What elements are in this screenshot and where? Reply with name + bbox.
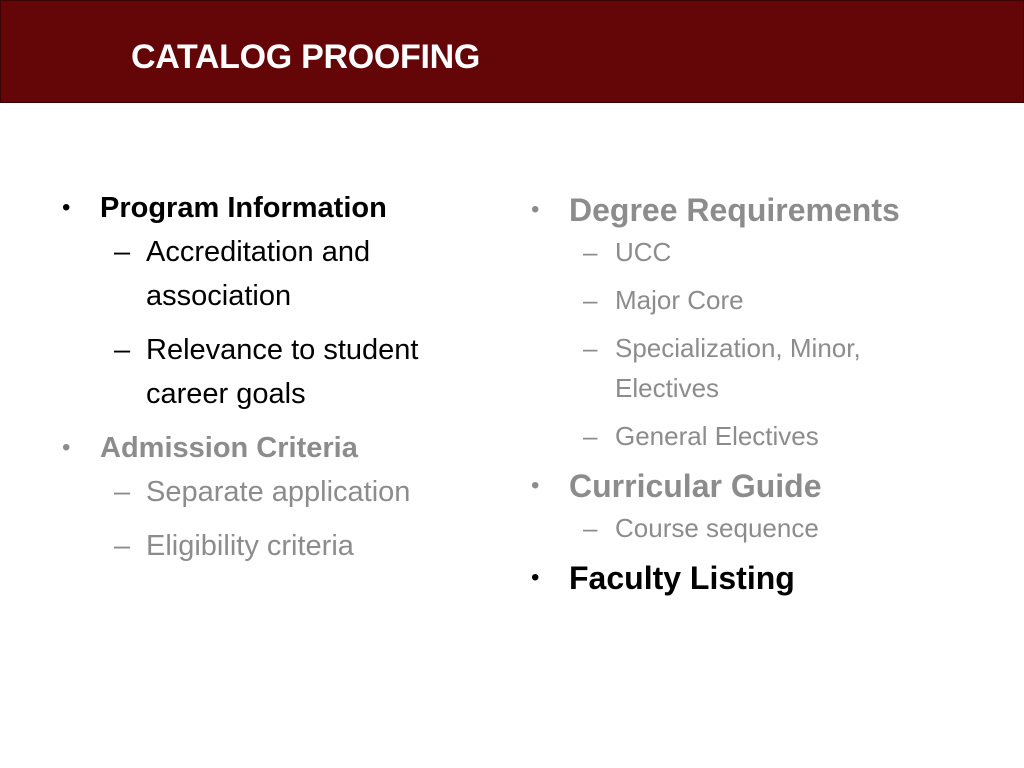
sub-item-label: Relevance to student career goals	[146, 334, 419, 410]
sub-item-ucc	[569, 232, 971, 272]
bullet-label: Program Information	[100, 192, 387, 224]
sub-item-label: Specialization, Minor, Electives	[615, 333, 861, 403]
bullet-degree-requirements	[531, 188, 971, 456]
sub-item-label: Eligibility criteria	[146, 530, 354, 562]
title-bar	[0, 0, 1024, 103]
sub-list	[569, 232, 971, 456]
sub-item-separate-application	[100, 470, 492, 514]
dash-icon: –	[583, 237, 598, 267]
sub-item-label: Course sequence	[615, 513, 819, 543]
left-column	[62, 186, 492, 578]
dash-icon: –	[114, 530, 131, 562]
sub-item-course-sequence	[569, 508, 971, 548]
dash-icon: –	[583, 285, 598, 315]
sub-item-label: Accreditation and association	[146, 236, 371, 312]
sub-list	[100, 230, 492, 416]
sub-item-eligibility	[100, 524, 492, 568]
dash-icon: –	[583, 513, 598, 543]
sub-item-label: Major Core	[615, 285, 744, 315]
bullet-faculty-listing	[531, 556, 971, 600]
bullet-icon: •	[531, 564, 540, 591]
sub-item-specialization	[569, 328, 971, 408]
bullet-label: Faculty Listing	[569, 560, 795, 596]
dash-icon: –	[114, 236, 131, 268]
right-column	[531, 188, 971, 606]
bullet-label: Curricular Guide	[569, 468, 822, 504]
bullet-icon: •	[531, 472, 540, 499]
sub-item-general-electives	[569, 416, 971, 456]
sub-item-accreditation	[100, 230, 492, 318]
bullet-icon: •	[62, 434, 71, 461]
bullet-admission-criteria	[62, 426, 492, 568]
bullet-label: Admission Criteria	[100, 432, 358, 464]
dash-icon: –	[114, 476, 131, 508]
sub-item-relevance	[100, 328, 492, 416]
bullet-icon: •	[62, 194, 71, 221]
dash-icon: –	[114, 334, 131, 366]
dash-icon: –	[583, 333, 598, 363]
sub-item-label: Separate application	[146, 476, 411, 508]
bullet-label: Degree Requirements	[569, 192, 900, 228]
bullet-program-information	[62, 186, 492, 416]
sub-list	[569, 508, 971, 548]
sub-item-label: General Electives	[615, 421, 819, 451]
dash-icon: –	[583, 421, 598, 451]
sub-item-label: UCC	[615, 237, 672, 267]
sub-list	[100, 470, 492, 568]
slide-title: CATALOG PROOFING	[131, 38, 481, 76]
bullet-icon: •	[531, 196, 540, 223]
bullet-curricular-guide	[531, 464, 971, 548]
sub-item-major-core	[569, 280, 971, 320]
